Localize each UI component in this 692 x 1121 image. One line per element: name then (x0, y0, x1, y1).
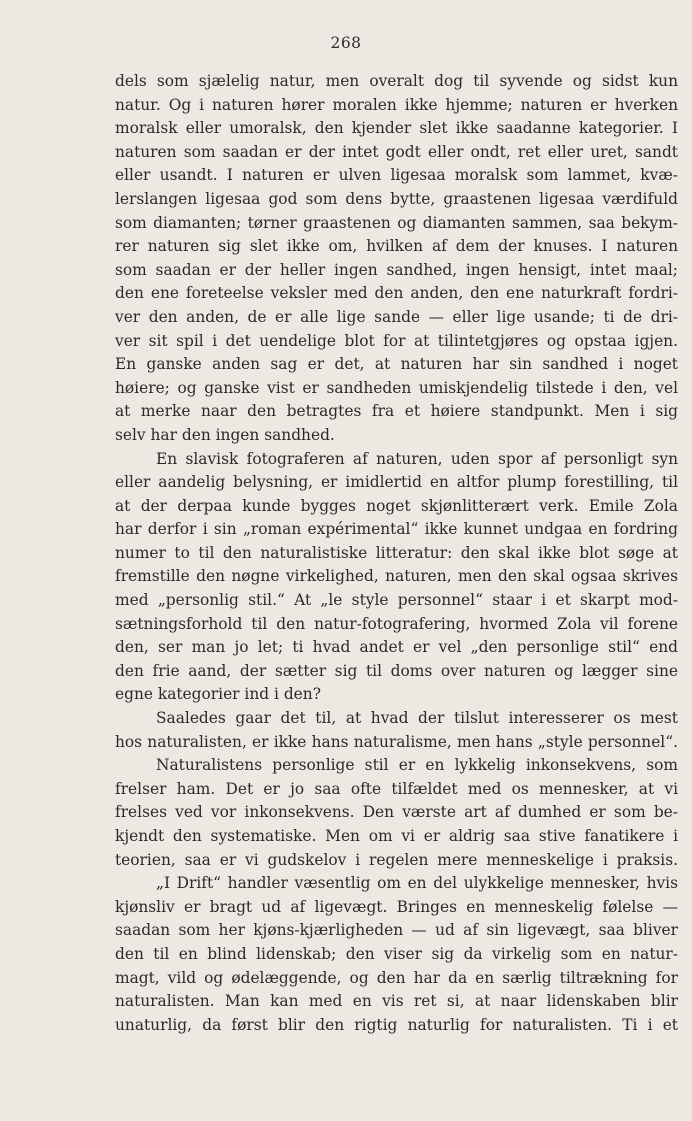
text-line: En ganske anden sag er det, at naturen har sin sandhed i noget (115, 355, 678, 374)
text-line: med „personlig stil.“ At „le style personnel“ staar i et skarpt mod- (115, 591, 678, 610)
page-number: 268 (330, 34, 362, 52)
text-line: Saaledes gaar det til, at hvad der tilslut interesserer os mest (156, 709, 678, 728)
text-line: unaturlig, da først blir den rigtig naturlig for naturalisten. Ti i et (115, 1015, 678, 1034)
text-line: høiere; og ganske vist er sandheden umiskjendelig tilstede i den, vel (115, 378, 678, 397)
text-line: at merke naar den betragtes fra et høiere standpunkt. Men i sig (115, 402, 678, 421)
text-line: den, ser man jo let; ti hvad andet er vel „den personlige stil“ end (115, 638, 678, 657)
text-line: kjønsliv er bragt ud af ligevægt. Bringes en menneskelig følelse — (115, 897, 678, 916)
text-line: som diamanten; tørner graastenen og diamanten sammen, saa bekym- (115, 213, 678, 232)
text-line: rer naturen sig slet ikke om, hvilken af dem der knuses. I naturen (115, 237, 678, 256)
text-line: teorien, saa er vi gudskelov i regelen mere menneskelige i praksis. (115, 850, 678, 869)
text-body (115, 70, 678, 1037)
text-line: ver sit spil i det uendelige blot for at tilintetgjøres og opstaa igjen. (115, 331, 678, 350)
text-line: En slavisk fotograferen af naturen, uden spor af personligt syn (156, 449, 678, 468)
text-line: sætningsforhold til den natur-fotografering, hvormed Zola vil forene (115, 614, 678, 633)
text-line: eller aandelig belysning, er imidlertid en altfor plump forestilling, til (115, 473, 678, 492)
text-line: at der derpaa kunde bygges noget skjønlitterært verk. Emile Zola (115, 496, 678, 515)
text-line: har derfor i sin „roman expérimental“ ikke kunnet undgaa en fordring (115, 520, 678, 539)
text-line: den ene foreteelse veksler med den anden, den ene naturkraft fordri- (115, 284, 678, 303)
text-line: egne kategorier ind i den? (115, 685, 321, 704)
text-line: Naturalistens personlige stil er en lykkelig inkonsekvens, som (156, 756, 678, 775)
text-line: ver den anden, de er alle lige sande — eller lige usande; ti de dri- (115, 307, 678, 326)
text-line: selv har den ingen sandhed. (115, 425, 335, 444)
text-line: kjendt den systematiske. Men om vi er aldrig saa stive fanatikere i (115, 827, 678, 845)
text-line: den til en blind lidenskab; den viser sig da virkelig som en natur- (115, 944, 678, 963)
text-line: fremstille den nøgne virkelighed, naturen, men den skal ogsaa skrives (115, 567, 678, 586)
text-line: hos naturalisten, er ikke hans naturalisme, men hans „style personnel“. (115, 732, 678, 751)
text-line: natur. Og i naturen hører moralen ikke hjemme; naturen er hverken (115, 95, 678, 114)
text-line: dels som sjælelig natur, men overalt dog til syvende og sidst kun (115, 72, 678, 90)
text-line: saadan som her kjøns-kjærligheden — ud af sin ligevægt, saa bliver (115, 921, 678, 940)
text-line: lerslangen ligesaa god som dens bytte, graastenen ligesaa værdifuld (115, 189, 678, 208)
text-line: som saadan er der heller ingen sandhed, ingen hensigt, intet maal; (115, 260, 678, 279)
text-line: „I Drift“ handler væsentlig om en del ulykkelige mennesker, hvis (156, 874, 678, 893)
text-line: naturalisten. Man kan med en vis ret si, at naar lidenskaben blir (115, 992, 678, 1011)
text-line: den frie aand, der sætter sig til doms over naturen og lægger sine (115, 661, 678, 680)
text-line: naturen som saadan er der intet godt eller ondt, ret eller uret, sandt (115, 142, 678, 161)
text-line: frelser ham. Det er jo saa ofte tilfældet med os mennesker, at vi (115, 779, 678, 798)
text-line: eller usandt. I naturen er ulven ligesaa moralsk som lammet, kvæ- (115, 166, 678, 185)
text-line: frelses ved vor inkonsekvens. Den værste art af dumhed er som be- (115, 803, 678, 822)
text-line: moralsk eller umoralsk, den kjender slet ikke saadanne kategorier. I (115, 119, 678, 138)
text-line: magt, vild og ødelæggende, og den har da en særlig tiltrækning for (115, 968, 678, 987)
text-line: numer to til den naturalistiske litteratur: den skal ikke blot søge at (115, 543, 678, 562)
